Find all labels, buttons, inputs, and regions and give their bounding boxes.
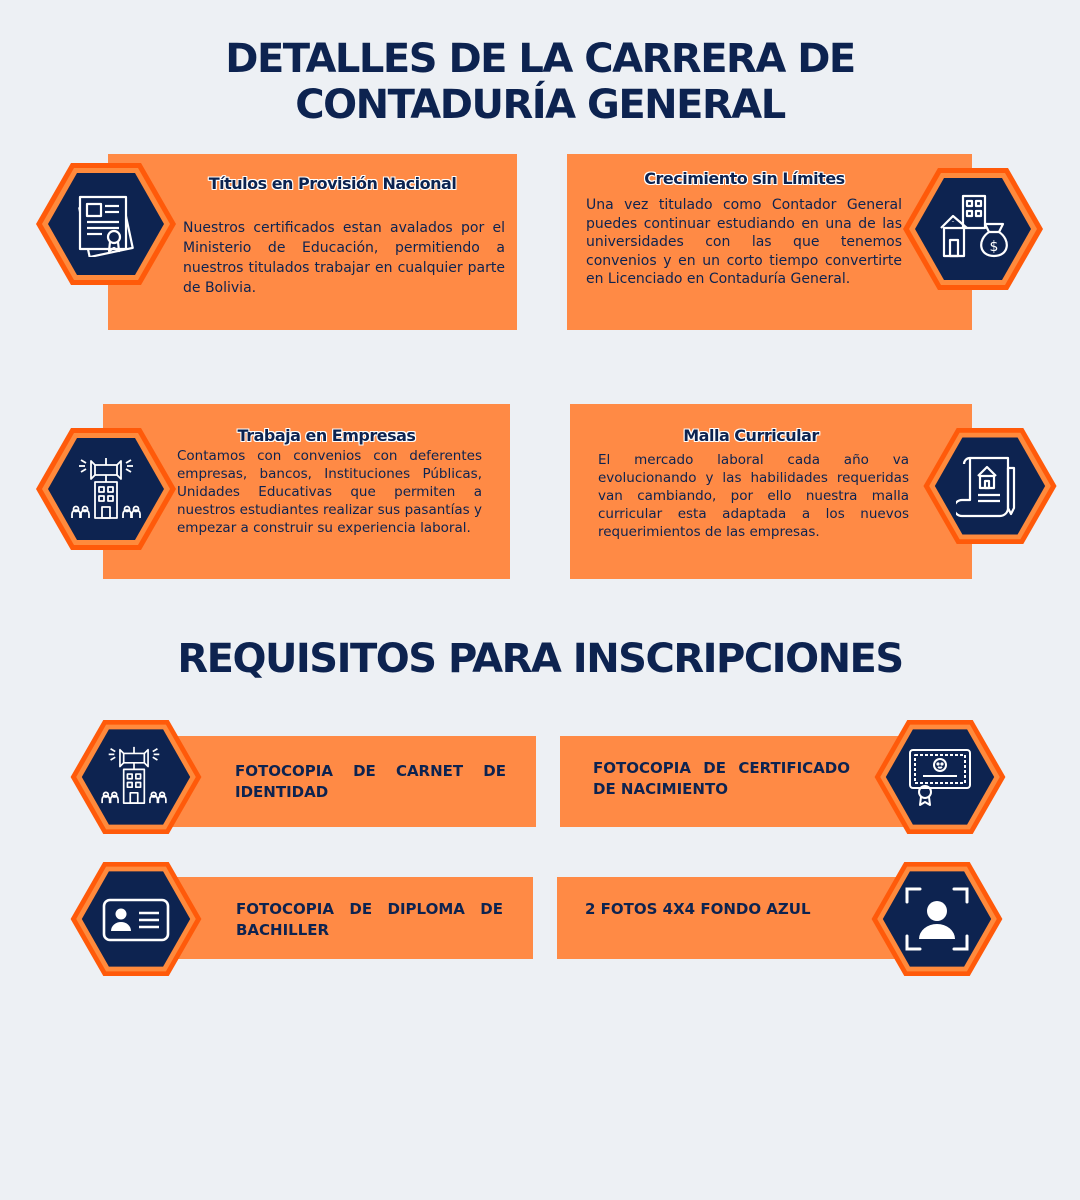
card-empresas-hexagon — [36, 428, 176, 550]
card-title: Títulos en Provisión Nacional — [208, 174, 457, 193]
buildings-money-bag-icon — [939, 194, 1009, 260]
card-crecimiento-hexagon — [903, 168, 1043, 290]
requirement-label: FOTOCOPIA DE CARNET DE IDENTIDAD — [235, 762, 506, 801]
requirement-diploma — [160, 877, 533, 959]
requirement-label: 2 FOTOS 4X4 FONDO AZUL — [585, 900, 811, 918]
heading-line-2: CONTADURÍA GENERAL — [295, 82, 785, 128]
card-body: Nuestros certificados estan avalados por el Ministerio de Educación, permitiendo a nuestros titulados trabajar en cualquier parte de Bolivia. — [183, 220, 505, 296]
requirements-heading: REQUISITOS PARA INSCRIPCIONES — [177, 636, 903, 682]
requirement-diploma-hexagon — [70, 862, 202, 976]
requirement-nacimiento-hexagon — [874, 720, 1006, 834]
card-malla-hexagon — [923, 428, 1057, 544]
card-malla — [570, 404, 972, 579]
requirement-fotos-hexagon — [871, 862, 1003, 976]
career-details-heading — [0, 36, 1080, 128]
profile-photo-icon — [904, 886, 970, 952]
curriculum-scroll-icon — [956, 454, 1022, 518]
card-title: Malla Curricular — [683, 426, 819, 445]
card-body: Contamos con convenios con deferentes empresas, bancos, Instituciones Públicas, Unidades Educativas que permiten a nuestros estudiantes realizar sus pasantías y empezar a construir su experiencia laboral. — [177, 448, 482, 536]
card-title: Trabaja en Empresas — [237, 426, 416, 445]
card-titulos-hexagon — [36, 163, 176, 285]
requirement-label: FOTOCOPIA DE CERTIFICADO DE NACIMIENTO — [593, 759, 850, 798]
requirement-carnet — [160, 736, 536, 827]
card-body: Una vez titulado como Contador General puedes continuar estudiando en una de las universidades con las que tenemos convenios y en un corto tiempo convertirte en Licenciado en Contaduría General. — [586, 197, 902, 287]
certificate-document-icon — [76, 193, 136, 257]
requirement-carnet-hexagon — [70, 720, 202, 834]
birth-certificate-icon — [907, 747, 973, 807]
card-title: Crecimiento sin Límites — [644, 169, 845, 188]
company-building-people-icon — [71, 456, 141, 520]
company-building-people-icon — [101, 745, 167, 805]
heading-line-1: DETALLES DE LA CARRERA DE — [225, 36, 855, 82]
svg-text:$: $ — [989, 239, 999, 255]
requirement-label: FOTOCOPIA DE DIPLOMA DE BACHILLER — [236, 900, 503, 939]
id-card-icon — [101, 897, 171, 943]
card-body: El mercado laboral cada año va evolucionando y las habilidades requeridas van cambiando, por ello nuestra malla curricular esta adaptada a los nuevos requerimientos de las empresas. — [598, 452, 909, 540]
